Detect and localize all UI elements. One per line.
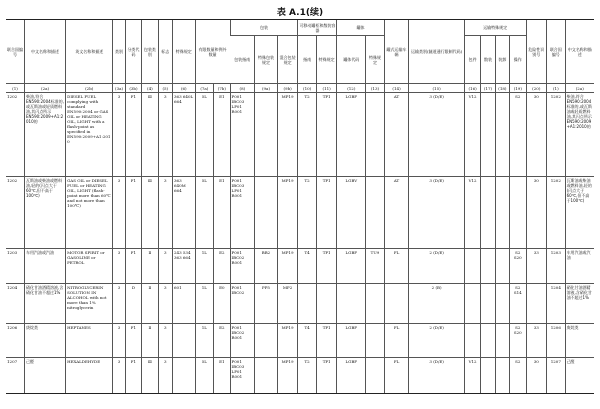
tank-code: LGBF (337, 249, 366, 284)
chinese-name: 柴油,符合EN590:2004标准的,或瓦斯油或轻质燃料油,其闪点所示EN590:2009+A1:2010的 (25, 93, 66, 177)
chinese-name: 庚烷类 (25, 324, 66, 358)
special-operation: S2 (510, 358, 526, 394)
column-number: (2a) (565, 84, 594, 93)
header-un-number: 联合国编号 (6, 20, 25, 84)
chinese-name: 瓦斯油或柴油或燃料油,轻的(闪点大于60℃,但不高于100℃) (25, 177, 66, 249)
column-number: (15) (409, 84, 465, 93)
special-packing: BB2 (255, 249, 278, 284)
portable-instruction: T4 (298, 324, 317, 358)
tank-special (366, 93, 385, 177)
header-chinese-name: 中文名称和描述 (25, 20, 66, 84)
header-packages: 包件 (464, 36, 480, 84)
chinese-name-right: 柴油,符合EN590:2004标准的,或瓦斯油或轻质燃料油,其闪点所示EN590:2009+A1:2010的 (565, 93, 594, 177)
special-provisions: 601 (172, 284, 195, 324)
special-bulk (481, 324, 495, 358)
column-number: (7a) (195, 84, 214, 93)
tank-special (366, 284, 385, 324)
transport-category: 3 (D/E) (409, 177, 465, 249)
header-mixed-packing: 混合包装规定 (277, 36, 298, 84)
hazard-id: 30 (526, 93, 547, 177)
english-name: GAS OIL or DIESEL FUEL or HEATING OIL, LIGHT (flash-point more than 60℃ and not more than 100℃) (66, 177, 113, 249)
portable-special: TP1 (316, 324, 337, 358)
column-number: (7b) (214, 84, 230, 93)
limited-quantity: 5L (195, 93, 214, 177)
chinese-name-right: 瓦斯油或柴油或燃料油,轻的(闪点大于60℃,但不高于100℃) (565, 177, 594, 249)
special-packages: V12 (464, 358, 480, 394)
tank-special (366, 358, 385, 394)
classification-code: F1 (125, 249, 141, 284)
hazard-id: 33 (526, 249, 547, 284)
hazard-id: 33 (526, 324, 547, 358)
tank-code (337, 284, 366, 324)
classification-code: D (125, 284, 141, 324)
classification-code: F1 (125, 358, 141, 394)
limited-quantity: 5L (195, 177, 214, 249)
special-provisions: 243 534 363 664 (172, 249, 195, 284)
transport-category: 2 (D/E) (409, 324, 465, 358)
special-packing: PP5 (255, 284, 278, 324)
class: 3 (113, 249, 125, 284)
label: 3 (158, 249, 172, 284)
packing-instruction: P001 IBC03 LP01 R001 (230, 93, 255, 177)
chinese-name-right: 庚烷类 (565, 324, 594, 358)
header-labels: 标志 (158, 20, 172, 84)
column-number: (18) (495, 84, 509, 93)
special-packages (464, 249, 480, 284)
mixed-packing: MP19 (277, 93, 298, 177)
english-name: HEPTANES (66, 324, 113, 358)
header-loading: 装卸 (495, 36, 509, 84)
mixed-packing: MP19 (277, 358, 298, 394)
header-portable-tanks-group: 可移动罐柜和散装容器 (298, 20, 337, 36)
english-name: NITROGLYCERIN SOLUTION IN ALCOHOL with not more than 1% nitroglycerin (66, 284, 113, 324)
tank-special (366, 177, 385, 249)
header-vehicle-for-tank: 罐式运输车辆 (384, 20, 409, 84)
portable-special: TP1 (316, 249, 337, 284)
special-bulk (481, 249, 495, 284)
special-bulk (481, 284, 495, 324)
portable-instruction: T2 (298, 177, 317, 249)
tank-vehicle (384, 284, 409, 324)
hazard-id (526, 284, 547, 324)
transport-category: 3 (D/E) (409, 93, 465, 177)
header-transport-category: 运输类别(隧道通行限制代码) (409, 20, 465, 84)
tank-code: LGBF (337, 358, 366, 394)
packing-instruction: P001 IBC02 R001 (230, 249, 255, 284)
header-portable-instructions: 指南 (298, 36, 317, 84)
packing-instruction: P001 IBC03 LP01 R001 (230, 358, 255, 394)
table-body (6, 93, 594, 394)
special-loading (495, 358, 509, 394)
column-number: (4) (142, 84, 158, 93)
special-operation: S2 (510, 93, 526, 177)
label: 3 (158, 177, 172, 249)
special-loading (495, 249, 509, 284)
table-row (6, 324, 594, 358)
column-number: (3a) (113, 84, 125, 93)
label: 3 (158, 324, 172, 358)
un-number: 1206 (6, 324, 25, 358)
header-portable-special: 特殊规定 (316, 36, 337, 84)
mixed-packing: MP19 (277, 249, 298, 284)
header-english-name: 英文名称和描述 (66, 20, 113, 84)
tank-code: LGBF (337, 93, 366, 177)
un-number-right: 1203 (547, 249, 566, 284)
column-number: (1) (547, 84, 566, 93)
chinese-name: 车用汽油或汽油 (25, 249, 66, 284)
column-number: (20) (526, 84, 547, 93)
tank-code: LGBV (337, 177, 366, 249)
column-number: (13) (366, 84, 385, 93)
special-packages: V12 (464, 93, 480, 177)
excepted-quantity: E2 (214, 249, 230, 284)
tank-special: TU9 (366, 249, 385, 284)
table-row (6, 284, 594, 324)
column-number: (6) (172, 84, 195, 93)
transport-category: 3 (D/E) (409, 358, 465, 394)
column-number: (19) (510, 84, 526, 93)
header-classification-code: 分类代码 (125, 20, 141, 84)
special-provisions (172, 358, 195, 394)
packing-group: Ⅱ (142, 284, 158, 324)
excepted-quantity: E0 (214, 284, 230, 324)
un-number-right: 1206 (547, 324, 566, 358)
excepted-quantity: E2 (214, 324, 230, 358)
portable-special (316, 284, 337, 324)
header-chinese-name-right: 中文名称和描述 (565, 20, 594, 84)
packing-group: Ⅱ (142, 324, 158, 358)
special-packages (464, 284, 480, 324)
portable-instruction: T4 (298, 249, 317, 284)
un-number-right: 1202 (547, 93, 566, 177)
tank-special (366, 324, 385, 358)
english-name: HEXALDEHYDE (66, 358, 113, 394)
column-number: (10) (298, 84, 317, 93)
special-provisions: 363 640M 664 (172, 177, 195, 249)
header-special-packing: 特殊包装规定 (255, 36, 278, 84)
excepted-quantity: E1 (214, 358, 230, 394)
special-loading (495, 284, 509, 324)
column-number: (17) (481, 84, 495, 93)
portable-special: TP1 (316, 358, 337, 394)
column-number: (2a) (25, 84, 66, 93)
mixed-packing: MP19 (277, 324, 298, 358)
column-number: (5) (158, 84, 172, 93)
packing-group: Ⅲ (142, 177, 158, 249)
un-number: 1203 (6, 249, 25, 284)
label: 3 (158, 284, 172, 324)
classification-code: F1 (125, 324, 141, 358)
chinese-name: 硝化甘油酒精溶液,含硝化甘油不超过1% (25, 284, 66, 324)
un-number-right: 1204 (547, 284, 566, 324)
special-loading (495, 324, 509, 358)
packing-instruction: P001 IBC02 (230, 284, 255, 324)
hazard-id: 30 (526, 358, 547, 394)
special-packing (255, 177, 278, 249)
label: 3 (158, 93, 172, 177)
header-operation: 操作 (510, 36, 526, 84)
special-operation (510, 177, 526, 249)
packing-group: Ⅲ (142, 358, 158, 394)
un-number: 1204 (6, 284, 25, 324)
class: 3 (113, 358, 125, 394)
header-limited-quantities: 有限数量和例外数量 (195, 20, 230, 84)
excepted-quantity: E1 (214, 93, 230, 177)
column-number: (9a) (255, 84, 278, 93)
dangerous-goods-table (6, 19, 594, 394)
special-provisions: 363 640L 664 (172, 93, 195, 177)
column-number: (8) (230, 84, 255, 93)
special-packages: V12 (464, 177, 480, 249)
portable-instruction: T2 (298, 93, 317, 177)
portable-instruction (298, 284, 317, 324)
limited-quantity: 1L (195, 284, 214, 324)
header-packing-group: 包装类别 (142, 20, 158, 84)
tank-vehicle: FL (384, 249, 409, 284)
special-packing (255, 93, 278, 177)
limited-quantity: 1L (195, 249, 214, 284)
special-operation: S2 S20 (510, 249, 526, 284)
table-row (6, 358, 594, 394)
special-operation: S2 S14 (510, 284, 526, 324)
special-provisions (172, 324, 195, 358)
column-number: (1) (6, 84, 25, 93)
chinese-name-right: 车用汽油或汽油 (565, 249, 594, 284)
un-number: 1207 (6, 358, 25, 394)
un-number: 1202 (6, 177, 25, 249)
special-packing (255, 324, 278, 358)
classification-code: F1 (125, 177, 141, 249)
column-number: (14) (384, 84, 409, 93)
tank-vehicle: FL (384, 324, 409, 358)
header-un-number-right: 联合国编号 (547, 20, 566, 84)
table-row (6, 249, 594, 284)
portable-special: TP1 (316, 177, 337, 249)
special-packages (464, 324, 480, 358)
english-name: MOTOR SPIRIT or GASOLINE or PETROL (66, 249, 113, 284)
column-number: (9b) (277, 84, 298, 93)
table-header (6, 20, 594, 93)
chinese-name-right: 硝化甘油酒精溶液,含硝化甘油不超过1% (565, 284, 594, 324)
mixed-packing: MP19 (277, 177, 298, 249)
portable-instruction: T2 (298, 358, 317, 394)
class: 3 (113, 324, 125, 358)
header-packing-instructions: 包装指南 (234, 57, 251, 62)
tank-vehicle: AT (384, 93, 409, 177)
special-loading (495, 93, 509, 177)
un-number-right: 1202 (547, 177, 566, 249)
special-bulk (481, 358, 495, 394)
table-row (6, 177, 594, 249)
un-number-right: 1207 (547, 358, 566, 394)
class: 3 (113, 93, 125, 177)
header-class: 类别 (113, 20, 125, 84)
column-number: (2b) (66, 84, 113, 93)
tank-code: LGBF (337, 324, 366, 358)
header-special-provisions-group: 运输特殊规定 (464, 20, 526, 36)
portable-special: TP1 (316, 93, 337, 177)
header-special-provisions: 特殊规定 (172, 20, 195, 84)
table-title: 表 A.1(续) (276, 8, 324, 18)
english-name: DIESEL FUEL complying with standard EN590:2004 or GAS OIL or HEATING OIL, LIGHT with a flash-point as specified in EN590:2009+A1:2010 (66, 93, 113, 177)
tank-vehicle: FL (384, 358, 409, 394)
header-packaging-group: 包装 (230, 20, 298, 36)
class: 3 (113, 284, 125, 324)
un-number: 1202 (6, 93, 25, 177)
column-number: (11) (316, 84, 337, 93)
column-number: (16) (464, 84, 480, 93)
transport-category: 2 (D/E) (409, 249, 465, 284)
header-hazard-id: 危险性识别号 (526, 20, 547, 84)
header-tank-special: 特殊规定 (366, 36, 385, 84)
mixed-packing: MP2 (277, 284, 298, 324)
excepted-quantity: E1 (214, 177, 230, 249)
special-bulk (481, 177, 495, 249)
header-tank-group: 罐体 (337, 20, 384, 36)
packing-group: Ⅲ (142, 93, 158, 177)
class: 3 (113, 177, 125, 249)
packing-group: Ⅱ (142, 249, 158, 284)
header-tank-code: 罐体代码 (337, 36, 366, 84)
limited-quantity: 5L (195, 358, 214, 394)
column-number: (12) (337, 84, 366, 93)
table-row (6, 93, 594, 177)
label: 3 (158, 358, 172, 394)
special-packing (255, 358, 278, 394)
limited-quantity: 1L (195, 324, 214, 358)
packing-instruction: P001 IBC03 LP01 R001 (230, 177, 255, 249)
transport-category: 2 (B) (409, 284, 465, 324)
classification-code: F1 (125, 93, 141, 177)
chinese-name: 己醛 (25, 358, 66, 394)
header-bulk: 散装 (481, 36, 495, 84)
special-operation: S2 S20 (510, 324, 526, 358)
packing-instruction: P001 IBC02 R001 (230, 324, 255, 358)
chinese-name-right: 己醛 (565, 358, 594, 394)
hazard-id: 30 (526, 177, 547, 249)
special-loading (495, 177, 509, 249)
column-number-row (6, 84, 594, 93)
special-bulk (481, 93, 495, 177)
tank-vehicle: AT (384, 177, 409, 249)
column-number: (3b) (125, 84, 141, 93)
